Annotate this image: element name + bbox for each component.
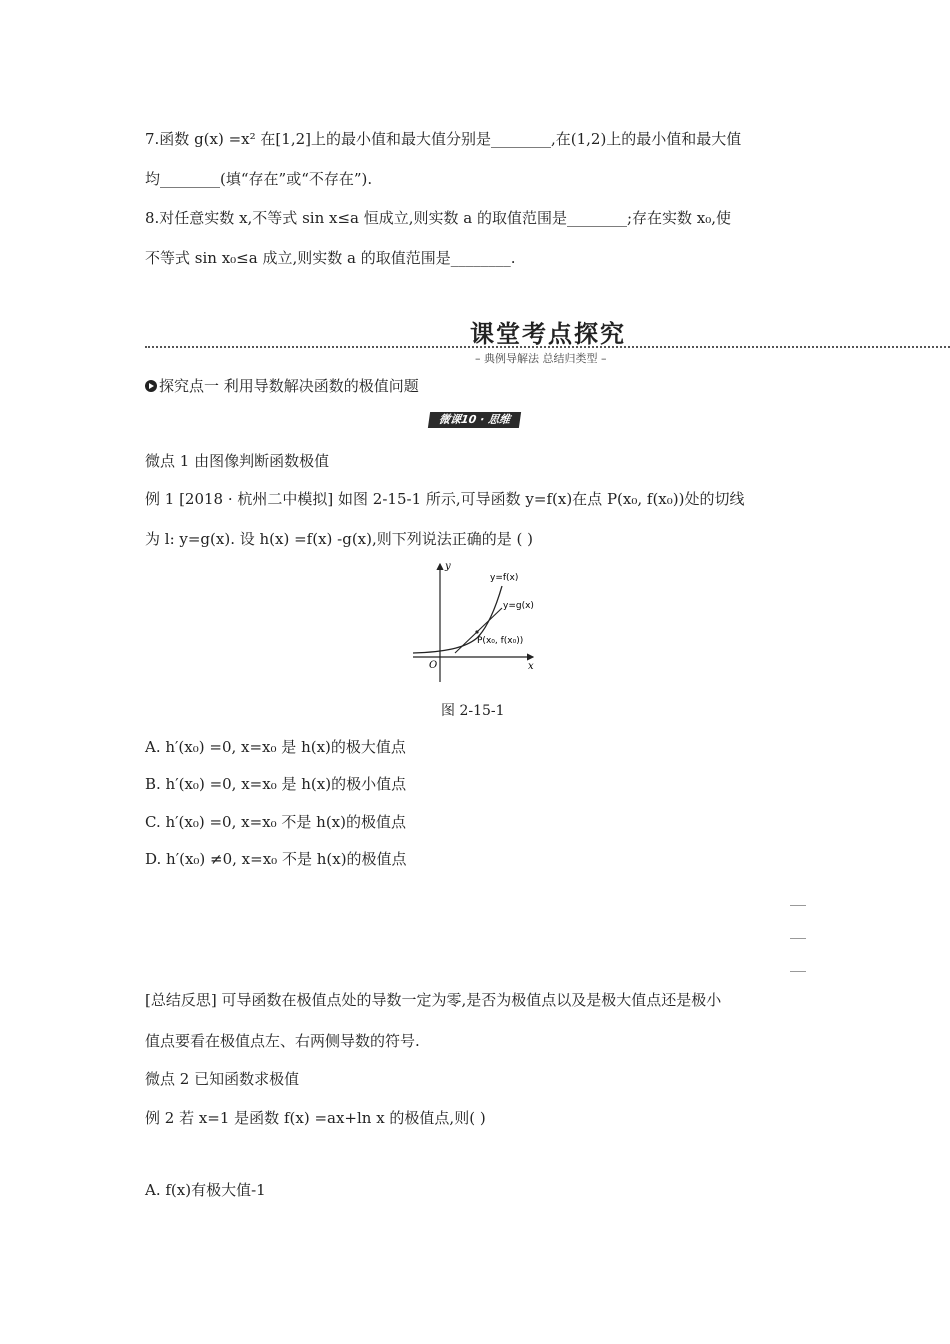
margin-mark — [790, 971, 806, 972]
summary-line2: 值点要看在极值点左、右两侧导数的符号. — [145, 1032, 420, 1050]
figure-caption: 图 2-15-1 — [441, 703, 505, 719]
q8-line2: 不等式 sin x₀≤a 成立,则实数 a 的取值范围是________. — [145, 249, 516, 267]
micro-point-1-heading: 微点 1 由图像判断函数极值 — [145, 452, 330, 470]
section-divider — [145, 346, 950, 348]
option-d: D. h′(x₀) ≠0, x=x₀ 不是 h(x)的极值点 — [145, 850, 407, 868]
q8-line1: 8.对任意实数 x,不等式 sin x≤a 恒成立,则实数 a 的取值范围是________;存在实数 x₀,使 — [145, 209, 732, 227]
point-p-label: P(x₀, f(x₀)) — [477, 636, 524, 646]
x-axis-label: x — [528, 661, 534, 672]
example-2-line1: 例 2 若 x=1 是函数 f(x) =ax+ln x 的极值点,则( ) — [145, 1109, 486, 1127]
origin-label: O — [429, 660, 438, 671]
q7-line1: 7.函数 g(x) =x² 在[1,2]上的最小值和最大值分别是________,在(1,2)上的最小值和最大值 — [145, 130, 742, 148]
option-a: A. h′(x₀) =0, x=x₀ 是 h(x)的极大值点 — [145, 738, 406, 756]
q7-line2: 均________(填“存在”或“不存在”). — [145, 170, 373, 188]
margin-mark — [790, 938, 806, 939]
explore-point-label: 探究点一 利用导数解决函数的极值问题 — [159, 377, 419, 395]
example-1-line1: 例 1 [2018 · 杭州二中模拟] 如图 2-15-1 所示,可导函数 y=f(x)在点 P(x₀, f(x₀))处的切线 — [145, 490, 745, 508]
point-p — [475, 630, 478, 633]
micro-lesson-badge: 微课10 · 思维 — [428, 412, 521, 428]
play-bullet-icon — [145, 380, 157, 392]
tangent-line-g — [455, 608, 502, 653]
example-2-option-a: A. f(x)有极大值-1 — [145, 1181, 266, 1199]
summary-line1: [总结反思] 可导函数在极值点处的导数一定为零,是否为极值点以及是极大值点还是极小 — [145, 991, 722, 1009]
curve-f-label: y=f(x) — [490, 573, 519, 583]
option-b: B. h′(x₀) =0, x=x₀ 是 h(x)的极小值点 — [145, 775, 407, 793]
explore-point-heading — [145, 376, 419, 396]
curve-g-label: y=g(x) — [503, 601, 534, 611]
example-1-line2: 为 l: y=g(x). 设 h(x) =f(x) -g(x),则下列说法正确的是 ( ) — [145, 530, 533, 548]
option-c: C. h′(x₀) =0, x=x₀ 不是 h(x)的极值点 — [145, 813, 406, 831]
micro-point-2-heading: 微点 2 已知函数求极值 — [145, 1070, 300, 1088]
function-graph-figure — [405, 560, 545, 685]
section-title: 课堂考点探究 — [470, 320, 626, 348]
margin-mark — [790, 905, 806, 906]
section-subtitle: – 典例导解法 总结归类型 – — [475, 352, 607, 365]
y-axis-label: y — [445, 561, 451, 572]
